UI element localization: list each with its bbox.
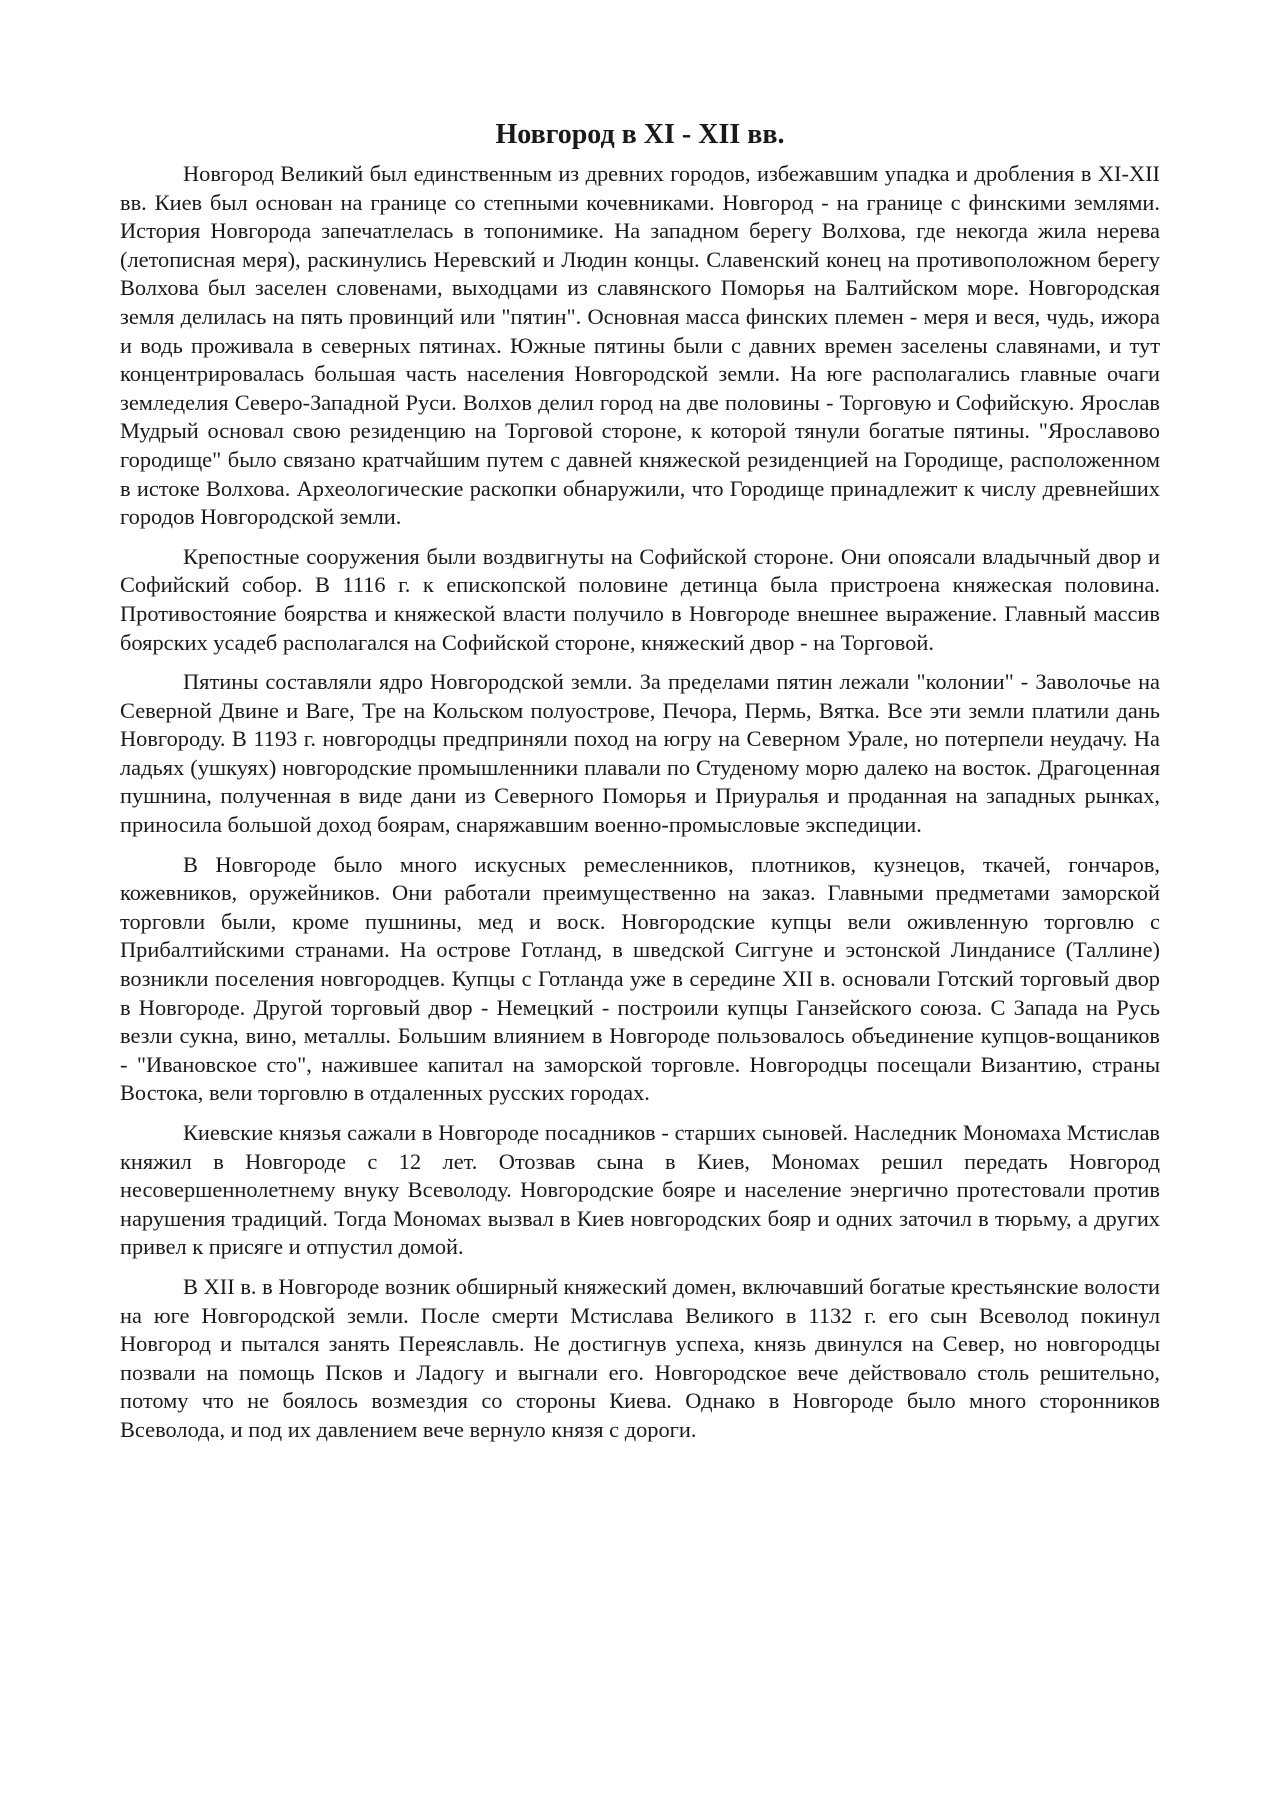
document-title: Новгород в XI - XII вв. [495, 119, 785, 150]
paragraph-fortifications: Крепостные сооружения были воздвигнуты на Софийской стороне. Они опоясали владычный двор и Софийский собор. В 1116 г. к епископской половине детинца была пристроена княжеская половина. Противостояние боярства и княжеской власти получило в Новгороде внешнее выражение. Главный массив боярских усадеб располагался на Софийской стороне, княжеский двор - на Торговой. [120, 543, 1160, 655]
paragraph-pyatinas-colonies: Пятины составляли ядро Новгородской земли. За пределами пятин лежали "колонии" - Заволочье на Северной Двине и Ваге, Тре на Кольском полуострове, Печора, Пермь, Вятка. Все эти земли платили дань Новгороду. В 1193 г. новгородцы предприняли поход на югру на Северном Урале, но потерпели неудачу. На ладьях (ушкуях) новгородские промышленники плавали по Студеному морю далеко на восток. Драгоценная пушнина, полученная в виде дани из Северного Поморья и Приуралья и проданная на западных рынках, приносила большой доход боярам, снаряжавшим военно-промысловые экспедиции. [120, 669, 1160, 838]
document-page [120, 118, 1160, 1456]
paragraph-founding-topography: Новгород Великий был единственным из древних городов, избежавшим упадка и дробления в XI-XII вв. Киев был основан на границе со степными кочевниками. Новгород - на границе с финскими землями. История Новгорода запечатлелась в топонимике. На западном берегу Волхова, где некогда жила нерева (летописная меря), раскинулись Неревский и Людин концы. Славенский конец на противоположном берегу Волхова был заселен словенами, выходцами из славянского Поморья на Балтийском море. Новгородская земля делилась на пять провинций или "пятин". Основная масса финских племен - меря и веся, чудь, ижора и водь проживала в северных пятинах. Южные пятины были с давних времен заселены славянами, и тут концентрировалась большая часть населения Новгородской земли. На юге располагались главные очаги земледелия Северо-Западной Руси. Волхов делил город на две половины - Торговую и Софийскую. Ярослав Мудрый основал свою резиденцию на Торговой стороне, к которой тянули богатые пятины. "Ярославово городище" было связано кратчайшим путем с давней княжеской резиденцией на Городище, расположенном в истоке Волхова. Археологические раскопки обнаружили, что Городище принадлежит к числу древнейших городов Новгородской земли. [120, 161, 1160, 530]
paragraph-princely-domain: В XII в. в Новгороде возник обширный княжеский домен, включавший богатые крестьянские волости на юге Новгородской земли. После смерти Мстислава Великого в 1132 г. его сын Всеволод покинул Новгород и пытался занять Переяславль. Не достигнув успеха, князь двинулся на Север, но новгородцы позвали на помощь Псков и Ладогу и выгнали его. Новгородское вече действовало столь решительно, потому что не боялось возмездия со стороны Киева. Однако в Новгороде было много сторонников Всеволода, и под их давлением вече вернуло князя с дороги. [120, 1273, 1160, 1442]
paragraph-kievan-princes: Киевские князья сажали в Новгороде посадников - старших сыновей. Наследник Мономаха Мстислав княжил в Новгороде с 12 лет. Отозвав сына в Киев, Мономах решил передать Новгород несовершеннолетнему внуку Всеволоду. Новгородские бояре и население энергично протестовали против нарушения традиций. Тогда Мономах вызвал в Киев новгородских бояр и одних заточил в тюрьму, а других привел к присяге и отпустил домой. [120, 1120, 1160, 1260]
paragraph-crafts-trade: В Новгороде было много искусных ремесленников, плотников, кузнецов, ткачей, гончаров, кожевников, оружейников. Они работали преимущественно на заказ. Главными предметами заморской торговли были, кроме пушнины, мед и воск. Новгородские купцы вели оживленную торговлю с Прибалтийскими странами. На острове Готланд, в шведской Сиггуне и эстонской Линданисе (Таллине) возникли поселения новгородцев. Купцы с Готланда уже в середине XII в. основали Готский торговый двор в Новгороде. Другой торговый двор - Немецкий - построили купцы Ганзейского союза. С Запада на Русь везли сукна, вино, металлы. Большим влиянием в Новгороде пользовалось объединение купцов-вощаников - "Ивановское сто", нажившее капитал на заморской торговле. Новгородцы посещали Византию, страны Востока, вели торговлю в отдаленных русских городах. [120, 851, 1160, 1106]
